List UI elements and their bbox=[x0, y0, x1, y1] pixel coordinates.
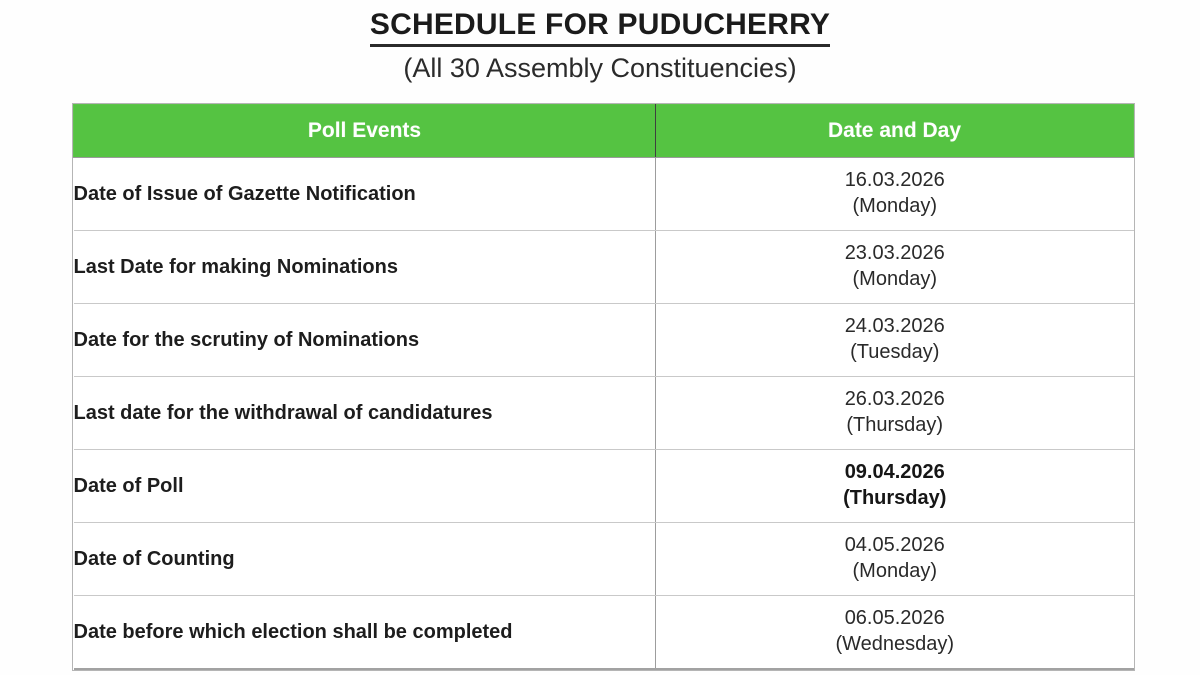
date-value: 09.04.2026 bbox=[844, 461, 945, 484]
weekday-value: (Monday) bbox=[852, 195, 937, 217]
date-value: 04.05.2026 bbox=[844, 534, 945, 557]
weekday-value: (Monday) bbox=[852, 560, 937, 582]
table-row bbox=[74, 450, 1134, 523]
poll-event-label: Date before which election shall be completed bbox=[73, 621, 513, 643]
cell-poll-event bbox=[74, 231, 656, 304]
weekday-value: (Monday) bbox=[852, 268, 937, 290]
schedule-table bbox=[73, 104, 1134, 670]
table-row bbox=[74, 158, 1134, 231]
date-stack bbox=[656, 460, 1134, 511]
date-value: 16.03.2026 bbox=[844, 169, 945, 192]
cell-poll-event bbox=[74, 377, 656, 450]
date-stack bbox=[656, 314, 1134, 365]
cell-date-and-day bbox=[656, 231, 1134, 304]
table-row bbox=[74, 377, 1134, 450]
page-subtitle: (All 30 Assembly Constituencies) bbox=[403, 52, 797, 83]
cell-date-and-day bbox=[656, 596, 1134, 670]
cell-poll-event bbox=[74, 596, 656, 670]
date-stack bbox=[656, 533, 1134, 584]
table-header-row bbox=[74, 105, 1134, 158]
cell-date-and-day bbox=[656, 377, 1134, 450]
poll-event-label: Date of Counting bbox=[73, 548, 235, 570]
date-value: 26.03.2026 bbox=[844, 388, 945, 411]
table-row bbox=[74, 596, 1134, 670]
date-value: 06.05.2026 bbox=[844, 607, 945, 630]
title-block bbox=[0, 8, 1200, 84]
column-header-poll-events: Poll Events bbox=[74, 105, 656, 158]
weekday-value: (Thursday) bbox=[843, 487, 947, 509]
weekday-value: (Thursday) bbox=[846, 414, 944, 436]
date-value: 23.03.2026 bbox=[844, 242, 945, 265]
table-header bbox=[74, 105, 1134, 158]
poll-event-label: Date of Poll bbox=[73, 475, 184, 497]
table-row bbox=[74, 523, 1134, 596]
table-row bbox=[74, 304, 1134, 377]
cell-poll-event bbox=[74, 450, 656, 523]
poll-event-label: Date of Issue of Gazette Notification bbox=[73, 183, 416, 205]
poll-event-label: Last Date for making Nominations bbox=[73, 256, 398, 278]
cell-date-and-day bbox=[656, 304, 1134, 377]
cell-poll-event bbox=[74, 158, 656, 231]
cell-poll-event bbox=[74, 304, 656, 377]
cell-date-and-day bbox=[656, 523, 1134, 596]
date-value: 24.03.2026 bbox=[844, 315, 945, 338]
table-body bbox=[74, 158, 1134, 670]
table-row bbox=[74, 231, 1134, 304]
cell-poll-event bbox=[74, 523, 656, 596]
cell-date-and-day bbox=[656, 450, 1134, 523]
column-header-date-and-day: Date and Day bbox=[656, 105, 1134, 158]
cell-date-and-day bbox=[656, 158, 1134, 231]
weekday-value: (Tuesday) bbox=[850, 341, 940, 363]
date-stack bbox=[656, 387, 1134, 438]
page-title: SCHEDULE FOR PUDUCHERRY bbox=[370, 8, 830, 47]
weekday-value: (Wednesday) bbox=[835, 633, 955, 655]
date-stack bbox=[656, 241, 1134, 292]
poll-event-label: Date for the scrutiny of Nominations bbox=[73, 329, 420, 351]
poll-event-label: Last date for the withdrawal of candidatures bbox=[73, 402, 493, 424]
date-stack bbox=[656, 606, 1134, 657]
date-stack bbox=[656, 168, 1134, 219]
